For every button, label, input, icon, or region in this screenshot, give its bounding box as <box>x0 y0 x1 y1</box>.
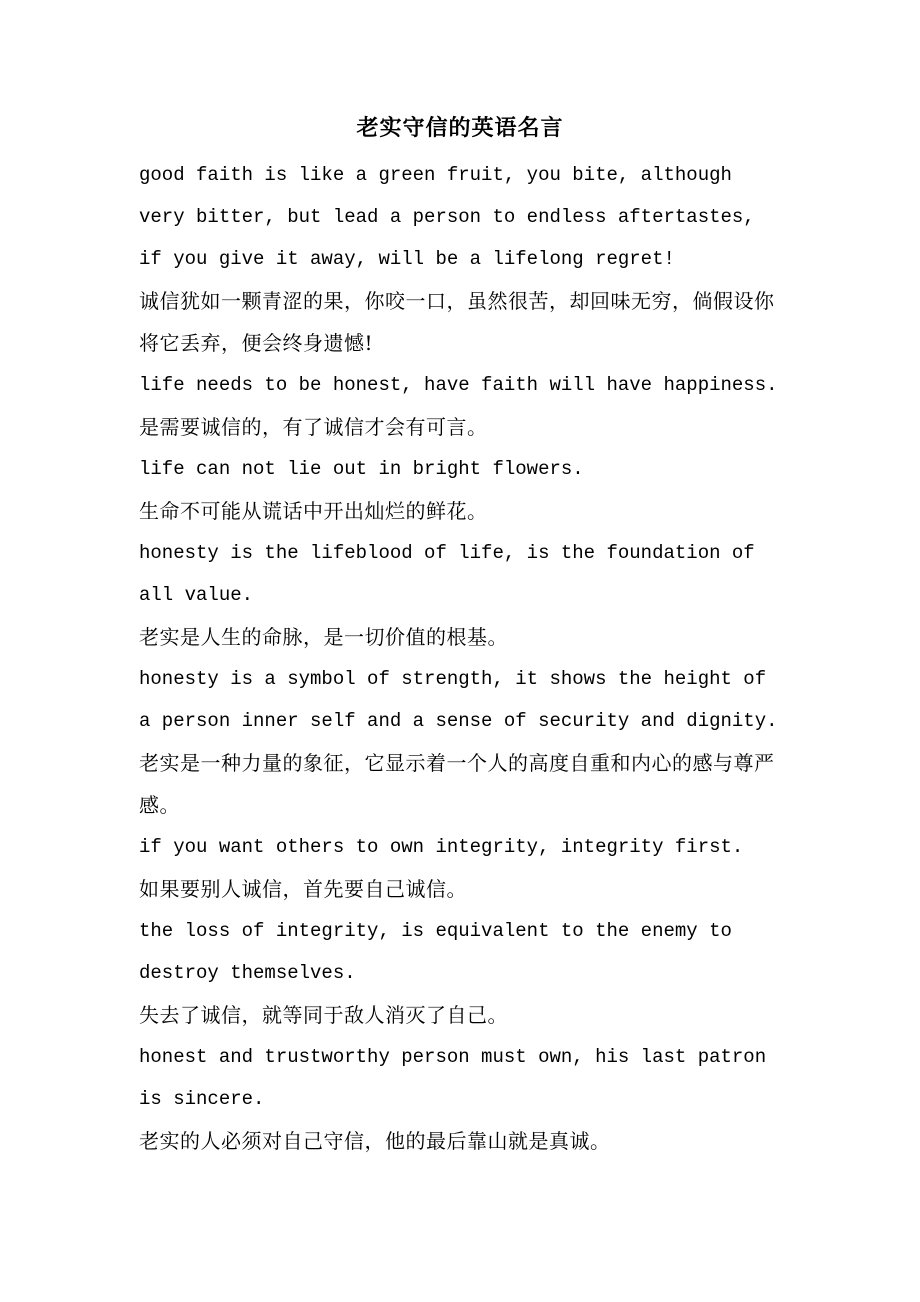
quote-chinese: 是需要诚信的，有了诚信才会有可言。 <box>139 415 488 439</box>
document-body <box>139 154 784 1162</box>
quote-english: life needs to be honest, have faith will have happiness. <box>139 374 778 396</box>
quote-chinese: 如果要别人诚信，首先要自己诚信。 <box>139 877 467 901</box>
quote-english: honesty is the lifeblood of life, is the foundation of all value. <box>139 542 755 606</box>
quote-english: honest and trustworthy person must own, his last patron is sincere. <box>139 1046 767 1110</box>
quote-chinese: 生命不可能从谎话中开出灿烂的鲜花。 <box>139 499 488 523</box>
document-title: 老实守信的英语名言 <box>356 115 564 141</box>
quote-english: if you want others to own integrity, integrity first. <box>139 836 744 858</box>
quote-english: good faith is like a green fruit, you bite, although very bitter, but lead a person to endless aftertastes, if you give it away, will be a lifelong regret! <box>139 164 755 270</box>
quote-english: the loss of integrity, is equivalent to the enemy to destroy themselves. <box>139 920 732 984</box>
quote-english: honesty is a symbol of strength, it shows the height of a person inner self and a sense of security and dignity. <box>139 668 778 732</box>
quote-chinese: 老实的人必须对自己守信，他的最后靠山就是真诚。 <box>139 1129 611 1153</box>
quote-chinese: 失去了诚信，就等同于敌人消灭了自己。 <box>139 1003 508 1027</box>
quote-chinese: 老实是人生的命脉，是一切价值的根基。 <box>139 625 508 649</box>
quote-english: life can not lie out in bright flowers. <box>139 458 584 480</box>
quote-chinese: 诚信犹如一颗青涩的果，你咬一口，虽然很苦，却回味无穷，倘假设你将它丢弃，便会终身遗憾! <box>139 289 775 355</box>
quote-chinese: 老实是一种力量的象征，它显示着一个人的高度自重和内心的感与尊严感。 <box>139 751 775 817</box>
